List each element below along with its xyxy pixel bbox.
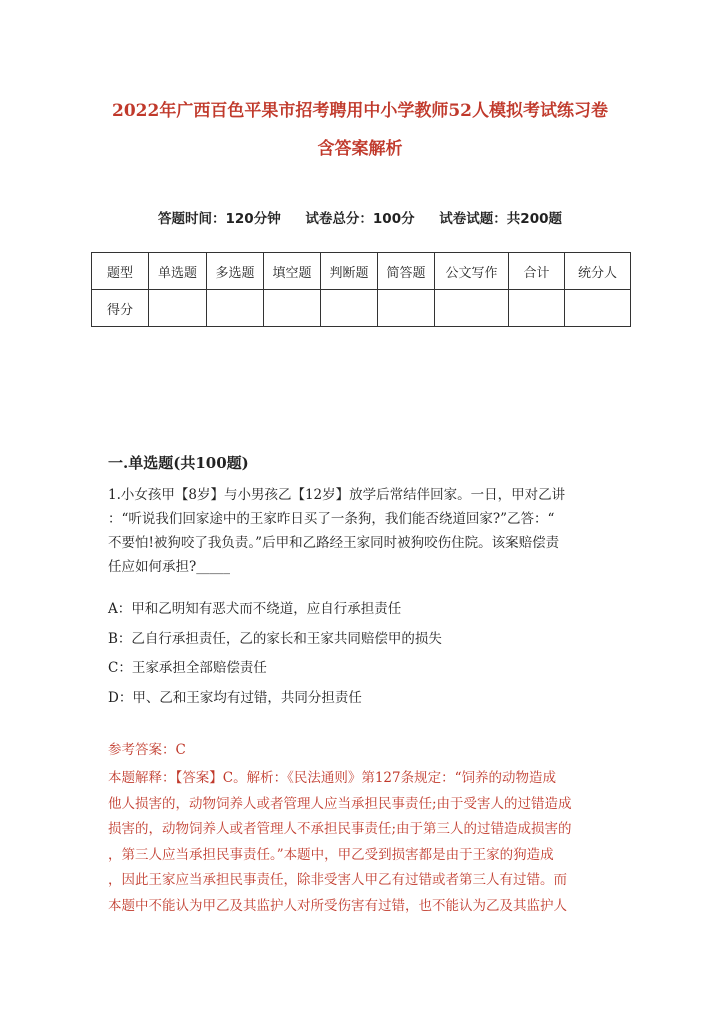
score-cell: [149, 290, 207, 327]
question-line: 不要怕!被狗咬了我负责。”后甲和乙路经王家同时被狗咬伤住院。该案赔偿责: [108, 535, 560, 551]
explanation-line: 本题解释：【答案】C。解析：《民法通则》第127条规定：“饲养的动物造成: [108, 770, 556, 786]
table-header-cell: 公文写作: [435, 253, 509, 290]
score-row-label: 得分: [92, 290, 149, 327]
option-a: A：甲和乙明知有恶犬而不绕道，应自行承担责任: [108, 601, 402, 617]
explanation-line: 损害的，动物饲养人或者管理人不承担民事责任;由于第三人的过错造成损害的: [108, 821, 572, 837]
reference-answer: 参考答案：C: [108, 742, 186, 758]
option-d: D：甲、乙和王家均有过错，共同分担责任: [108, 690, 362, 706]
table-header-cell: 判断题: [321, 253, 378, 290]
explanation-line: 本题中不能认为甲乙及其监护人对所受伤害有过错，也不能认为乙及其监护人: [108, 897, 567, 914]
exam-time: 答题时间：120分钟: [158, 211, 281, 227]
score-cell: [207, 290, 264, 327]
score-cell: [565, 290, 631, 327]
table-header-cell: 统分人: [565, 253, 631, 290]
question-line: ：“听说我们回家途中的王家昨日买了一条狗，我们能否绕道回家?”乙答：“: [108, 511, 555, 527]
table-header-cell: 简答题: [378, 253, 435, 290]
exam-total-score: 试卷总分：100分: [305, 211, 415, 227]
score-cell: [435, 290, 509, 327]
option-c: C：王家承担全部赔偿责任: [108, 660, 267, 676]
exam-question-count: 试卷试题：共200题: [439, 211, 562, 227]
table-header-cell: 题型: [92, 253, 149, 290]
table-header-cell: 多选题: [207, 253, 264, 290]
document-title-line2: 含答案解析: [317, 139, 403, 159]
table-header-cell: 填空题: [264, 253, 321, 290]
answer-explanation: [108, 766, 620, 919]
question-line: 1.小女孩甲【8岁】与小男孩乙【12岁】放学后常结伴回家。一日，甲对乙讲: [108, 487, 566, 503]
question-stem: [108, 483, 620, 579]
score-table: [91, 252, 631, 327]
option-b: B：乙自行承担责任，乙的家长和王家共同赔偿甲的损失: [108, 631, 442, 647]
explanation-line: ，第三人应当承担民事责任。”本题中，甲乙受到损害都是由于王家的狗造成: [108, 846, 554, 863]
question-line: 任应如何承担?_____: [108, 559, 230, 575]
table-header-cell: 合计: [509, 253, 565, 290]
explanation-line: 他人损害的，动物饲养人或者管理人应当承担民事责任;由于受害人的过错造成: [108, 795, 572, 812]
table-header-cell: 单选题: [149, 253, 207, 290]
exam-meta: [60, 207, 660, 227]
score-cell: [321, 290, 378, 327]
score-cell: [509, 290, 565, 327]
document-title-line1: 2022年广西百色平果市招考聘用中小学教师52人模拟考试练习卷: [112, 101, 608, 121]
score-cell: [264, 290, 321, 327]
score-table-score-row: [92, 290, 631, 327]
explanation-line: ，因此王家应当承担民事责任，除非受害人甲乙有过错或者第三人有过错。而: [108, 872, 567, 888]
score-table-header-row: [92, 253, 631, 290]
score-cell: [378, 290, 435, 327]
section-heading: 一.单选题(共100题): [108, 454, 249, 472]
